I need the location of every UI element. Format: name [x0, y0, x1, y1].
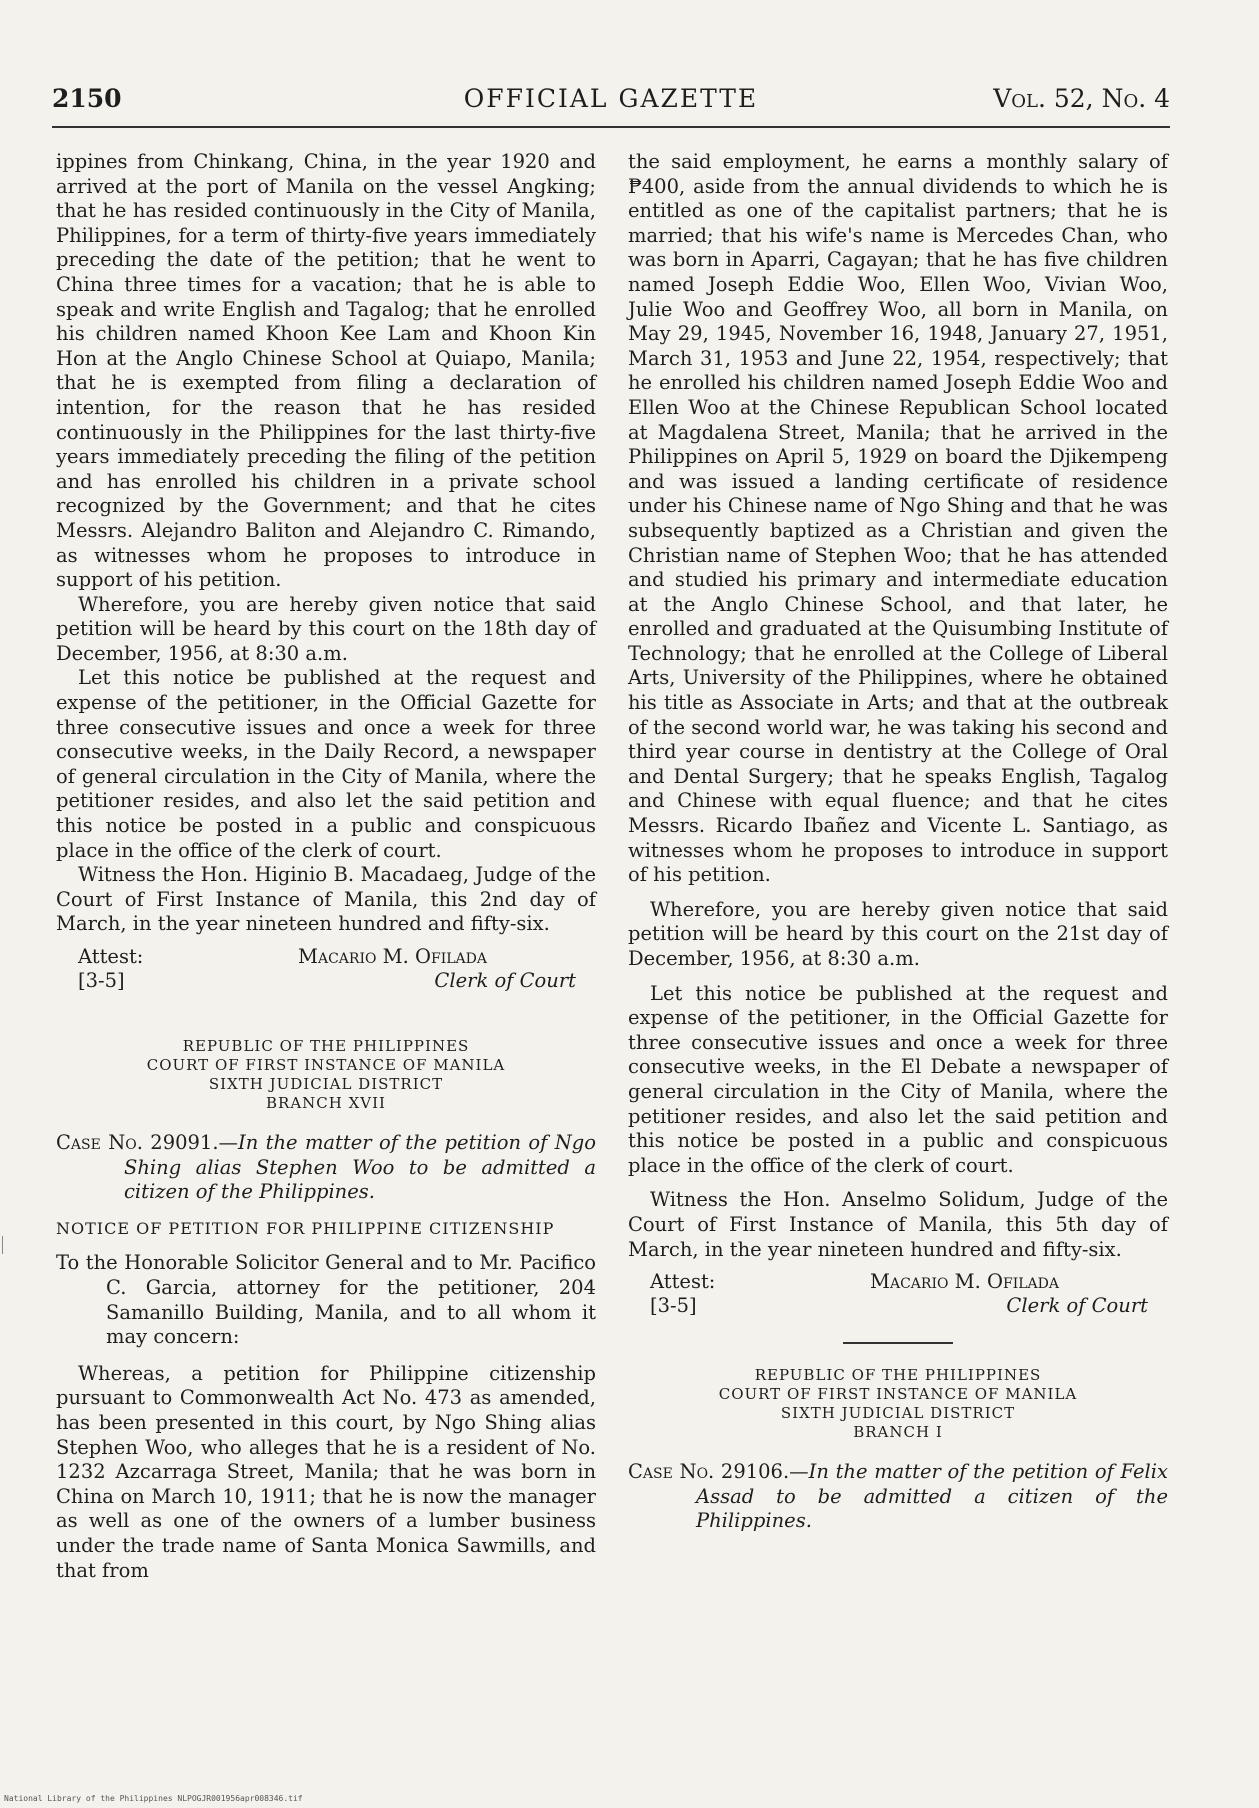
left-paragraph-1: ippines from Chinkang, China, in the year 1920 and arrived at the port of Manila on the vessel Angking; that he has resided continuously in the City of Manila, Philippines, for a term of thirty-five years immediately preceding the date of the petition; that he went to China three times for a vacation; that he is able to speak and write English and Tagalog; that he enrolled his children named Khoon Kee Lam and Khoon Kin Hon at the Anglo Chinese School at Quiapo, Manila; that he is exempted from filing a declaration of intention, for the reason that he has resided continuously in the Philippines for the last thirty-five years immediately preceding the filing of the petition and has enrolled his children in a private school recognized by the Government; and that he cites Messrs. Alejandro Baliton and Alejandro C. Rimando, as witnesses whom he proposes to introduce in support of his petition.	[56, 150, 596, 592]
court-line: SIXTH JUDICIAL DISTRICT	[780, 1404, 1016, 1423]
court-line: REPUBLIC OF THE PHILIPPINES	[754, 1366, 1042, 1385]
clerk-title: Clerk of Court	[1006, 1294, 1148, 1318]
clerk-name: Macario M. Ofilada	[870, 1270, 1059, 1294]
left-paragraph-4: Witness the Hon. Higinio B. Macadaeg, Judge of the Court of First Instance of Manila, this 2nd day of March, in the year nineteen hundred and fifty-six.	[56, 863, 596, 936]
court-line: COURT OF FIRST INSTANCE OF MANILA	[146, 1056, 506, 1074]
left-attest-block	[56, 945, 596, 995]
case-matter: In the matter of the petition of Felix Assad to be admitted a citizen of the Philippines.	[696, 1460, 1168, 1533]
margin-mark	[2, 1236, 3, 1254]
court-line: REPUBLIC OF THE PHILIPPINES	[182, 1037, 470, 1055]
left-paragraph-5: Whereas, a petition for Philippine citizenship pursuant to Commonwealth Act No. 473 as amended, has been presented in this court, by Ngo Shing alias Stephen Woo, who alleges that he is a resident of No. 1232 Azcarraga Street, Manila; that he was born in China on March 10, 1911; that he is now the manager as well as one of the owners of a lumber business under the trade name of Santa Monica Sawmills, and that from	[56, 1361, 596, 1582]
left-column	[56, 150, 596, 1583]
attest-label: Attest:	[78, 945, 144, 968]
attest-ref: [3-5]	[650, 1294, 697, 1318]
right-attest-block	[628, 1270, 1168, 1320]
case-caption	[628, 1460, 1168, 1534]
addressee: To the Honorable Solicitor General and to Mr. Pacifico C. Garcia, attorney for the petitioner, 204 Samanillo Building, Manila, and to all whom it may concern:	[56, 1251, 596, 1349]
court-line: BRANCH I	[853, 1423, 943, 1442]
scan-footer: National Library of the Philippines NLPOGJR001956apr008346.tif	[4, 1794, 303, 1803]
clerk-name: Macario M. Ofilada	[298, 945, 487, 968]
attest-label: Attest:	[650, 1270, 716, 1294]
court-line: SIXTH JUDICIAL DISTRICT	[208, 1075, 444, 1093]
right-column	[628, 150, 1168, 1534]
case-matter: In the matter of the petition of Ngo Shing alias Stephen Woo to be admitted a citizen of the Philippines.	[124, 1131, 596, 1204]
case-number: Case No. 29106.—	[628, 1460, 809, 1484]
court-line: COURT OF FIRST INSTANCE OF MANILA	[718, 1385, 1078, 1404]
right-paragraph-1: the said employment, he earns a monthly salary of ₱400, aside from the annual dividends to which he is entitled as one of the capitalist partners; that he is married; that his wife's name is Mercedes Chan, who was born in Aparri, Cagayan; that he has five children named Joseph Eddie Woo, Ellen Woo, Vivian Woo, Julie Woo and Geoffrey Woo, all born in Manila, on May 29, 1945, November 16, 1948, January 27, 1951, March 31, 1953 and June 22, 1954, respectively; that he enrolled his children named Joseph Eddie Woo and Ellen Woo at the Chinese Republican School located at Magdalena Street, Manila; that he arrived in the Philippines on April 5, 1929 on board the Djikempeng and was issued a landing certificate of residence under his Chinese name of Ngo Shing and that he was subsequently baptized as a Christian and given the Christian name of Stephen Woo; that he has attended and studied his primary and intermediate education at the Anglo Chinese School, and that later, he enrolled and graduated at the Quisumbing Institute of Technology; that he enrolled at the College of Liberal Arts, University of the Philippines, where he obtained his title as Associate in Arts; and that at the outbreak of the second world war, he was taking his second and third year course in dentistry at the College of Oral and Dental Surgery; that he speaks English, Tagalog and Chinese with equal fluence; and that he cites Messrs. Ricardo Ibañez and Vicente L. Santiago, as witnesses whom he proposes to introduce in support of his petition.	[628, 150, 1168, 887]
section-separator	[843, 1342, 953, 1344]
clerk-title: Clerk of Court	[434, 969, 576, 992]
left-paragraph-3: Let this notice be published at the request and expense of the petitioner, in the Official Gazette for three consecutive issues and once a week for three consecutive weeks, in the Daily Record, a newspaper of general circulation in the City of Manila, where the petitioner resides, and also let the said petition and this notice be posted in a public and conspicuous place in the office of the clerk of court.	[56, 666, 596, 862]
court-line: BRANCH XVII	[266, 1094, 386, 1112]
right-paragraph-2: Wherefore, you are hereby given notice that said petition will be heard by this court on the 21st day of December, 1956, at 8:30 a.m.	[628, 897, 1168, 970]
publication-title: OFFICIAL GAZETTE	[463, 84, 759, 113]
case-caption	[56, 1131, 596, 1205]
court-heading	[628, 1366, 1168, 1442]
case-number: Case No. 29091.—	[56, 1131, 239, 1154]
volume-number: Vol. 52, No. 4	[993, 84, 1170, 113]
attest-ref: [3-5]	[78, 969, 125, 992]
right-paragraph-4: Witness the Hon. Anselmo Solidum, Judge of the Court of First Instance of Manila, this 5th day of March, in the year nineteen hundred and fifty-six.	[628, 1188, 1168, 1261]
left-paragraph-2: Wherefore, you are hereby given notice that said petition will be heard by this court on the 18th day of December, 1956, at 8:30 a.m.	[56, 592, 596, 665]
page-number: 2150	[52, 84, 122, 113]
page-header	[52, 84, 1170, 124]
court-heading	[56, 1037, 596, 1113]
right-paragraph-3: Let this notice be published at the request and expense of the petitioner, in the Official Gazette for three consecutive issues and once a week for three consecutive weeks, in the El Debate a newspaper of general circulation in the City of Manila, where the petitioner resides, and also let the said petition and this notice be posted in a public and conspicuous place in the office of the clerk of court.	[628, 981, 1168, 1177]
notice-title: NOTICE OF PETITION FOR PHILIPPINE CITIZENSHIP	[56, 1218, 555, 1238]
header-rule	[52, 126, 1170, 128]
